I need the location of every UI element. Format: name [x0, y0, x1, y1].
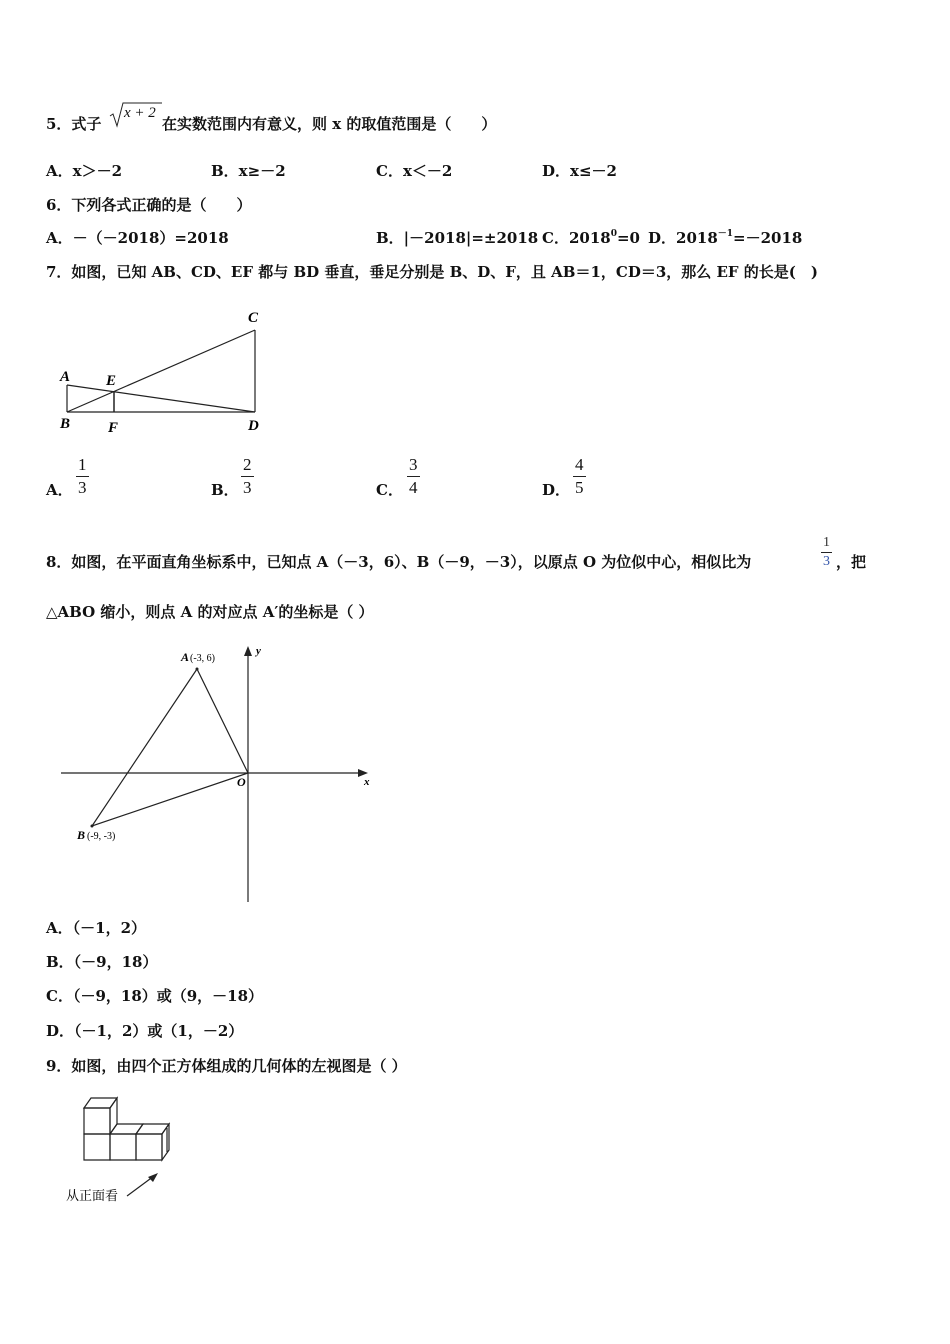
label-point-a-coord: (-3, 6) [190, 653, 215, 664]
q5-option-d[interactable]: D．x≤－2 [542, 162, 617, 180]
view-caption: 从正面看 [66, 1188, 119, 1203]
q7-option-d[interactable]: D． [542, 481, 571, 499]
q8-stem-line1: 8．如图，在平面直角坐标系中，已知点 A（－3，6）、B（－9，－3），以原点 O 为位似中心，相似比为 [46, 553, 752, 571]
q5-option-a[interactable]: A．x＞－2 [46, 162, 123, 180]
q7-option-b[interactable]: B． [211, 481, 239, 499]
label-x-axis: x [364, 776, 370, 788]
q5-option-c[interactable]: C．x＜－2 [376, 162, 453, 180]
q8-option-a[interactable]: A．（－1，2） [46, 919, 147, 937]
q7-option-b-fraction: 2 3 [243, 455, 252, 497]
point-b [91, 825, 94, 828]
q7-option-c[interactable]: C． [376, 481, 403, 499]
cube-bottom-1 [84, 1134, 110, 1160]
q7-option-d-fraction: 4 5 [575, 455, 584, 497]
q6-stem: 6．下列各式正确的是（ ） [46, 196, 252, 214]
label-d: D [248, 418, 259, 434]
y-axis-arrow [244, 646, 252, 656]
q5-stem-post: 在实数范围内有意义，则 x 的取值范围是（ ） [162, 115, 497, 133]
label-c: C [248, 310, 259, 326]
q5-option-b[interactable]: B．x≥－2 [211, 162, 286, 180]
q9-figure [60, 1092, 190, 1207]
q8-figure [55, 640, 385, 905]
cube-bottom-3 [136, 1134, 162, 1160]
cube-bottom-2 [110, 1134, 136, 1160]
q7-option-a-fraction: 1 3 [78, 455, 87, 497]
q9-stem: 9．如图，由四个正方体组成的几何体的左视图是（ ） [46, 1057, 407, 1075]
q8-stem-line2: △ABO 缩小，则点 A 的对应点 A′的坐标是（ ） [46, 603, 374, 621]
label-point-b: B [77, 828, 86, 842]
label-point-a: A [181, 650, 190, 664]
cube-top-front [84, 1108, 110, 1134]
point-a [196, 668, 199, 671]
label-y-axis: y [256, 645, 261, 657]
segment-bc [67, 330, 255, 412]
q8-stem-line1-end: ，把 [836, 553, 867, 571]
q5-stem-pre: 5．式子 [46, 115, 102, 133]
label-a: A [60, 369, 71, 385]
q6-option-a[interactable]: A．－（－2018）=2018 [46, 229, 229, 247]
view-arrow [127, 1176, 154, 1196]
label-e: E [106, 373, 117, 389]
label-b: B [60, 416, 71, 432]
q7-option-a[interactable]: A． [46, 481, 73, 499]
q6-option-c[interactable]: C．$2018^0=0$ [542, 229, 640, 247]
q6-option-d[interactable]: D．$2018^{-1}=-2018$ [648, 229, 803, 247]
label-point-b-coord: (-9, -3) [87, 831, 116, 842]
q8-option-b[interactable]: B．（－9，18） [46, 953, 158, 971]
segment-ad [67, 385, 255, 412]
q7-figure [55, 305, 275, 440]
q7-option-c-fraction: 3 4 [409, 455, 418, 497]
q8-option-d[interactable]: D．（－1，2）或（1，－2） [46, 1022, 244, 1040]
q8-coordinate-plane [55, 640, 385, 905]
q9-cubes-diagram [60, 1092, 190, 1207]
q5-radicand: x + 2 [124, 105, 156, 121]
q7-diagram [55, 305, 275, 440]
q5-radical [108, 100, 162, 130]
q5-stem [46, 114, 101, 134]
q8-ratio-fraction: 1 3 [823, 535, 830, 569]
label-f: F [108, 420, 119, 436]
q7-stem: 7．如图，已知 AB、CD、EF 都与 BD 垂直，垂足分别是 B、D、F，且 AB＝1，CD＝3，那么 EF 的长是( ) [46, 263, 818, 281]
q6-option-b[interactable]: B．|－2018|=±2018 [376, 229, 539, 247]
triangle-abo [92, 669, 248, 826]
q8-option-c[interactable]: C．（－9，18）或（9，－18） [46, 987, 264, 1005]
label-origin: O [237, 775, 246, 789]
